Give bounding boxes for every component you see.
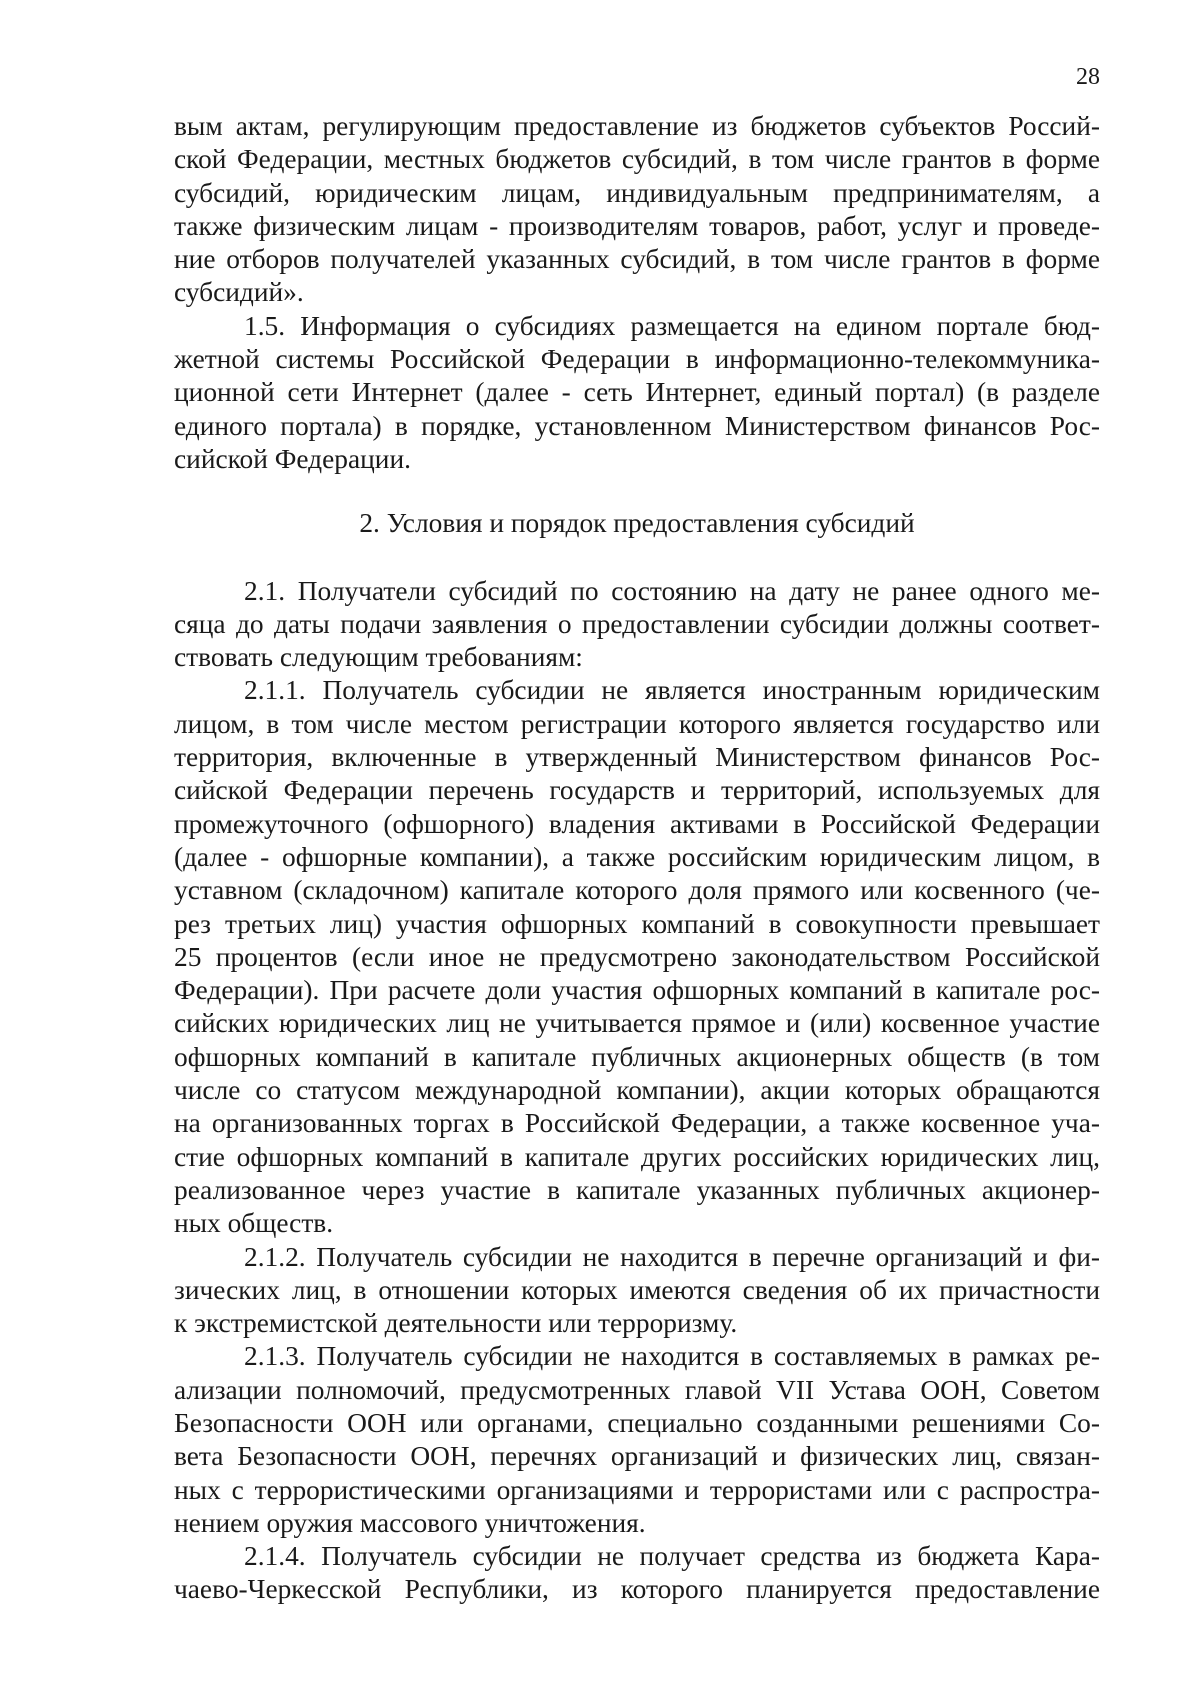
- text-line: сяца до даты подачи заявления о предоставлении субсидии должны соответ-: [174, 608, 1100, 639]
- page-number: 28: [1076, 64, 1100, 90]
- text-line: жетной системы Российской Федерации в информационно-телекоммуника-: [174, 344, 1100, 375]
- text-line: промежуточного (офшорного) владения активами в Российской Федерации: [174, 808, 1100, 839]
- paragraph-2-1-4: [174, 1540, 1100, 1607]
- text-line: сийской Федерации перечень государств и территорий, используемых для: [174, 775, 1100, 806]
- paragraph-1-5: [174, 310, 1100, 476]
- text-line: Безопасности ООН или органами, специально созданными решениями Со-: [174, 1407, 1100, 1438]
- text-line: 2.1.3. Получатель субсидии не находится в составляемых в рамках ре-: [244, 1341, 1100, 1372]
- text-line: 25 процентов (если иное не предусмотрено законодательством Российской: [174, 941, 1100, 972]
- paragraph-2-1-1: [174, 674, 1100, 1240]
- text-line: офшорных компаний в капитале публичных акционерных обществ (в том: [174, 1041, 1100, 1072]
- text-line: вым актам, регулирующим предоставление из бюджетов субъектов Россий-: [174, 111, 1100, 141]
- text-line: стие офшорных компаний в капитале других российских юридических лиц,: [174, 1141, 1100, 1172]
- text-line: 2.1.1. Получатель субсидии не является иностранным юридическим: [244, 675, 1100, 706]
- text-line: рез третьих лиц) участия офшорных компаний в совокупности превышает: [174, 908, 1100, 939]
- text-line: зических лиц, в отношении которых имеются сведения об их причастности: [174, 1274, 1100, 1305]
- text-line: 2.1. Получатели субсидий по состоянию на дату не ранее одного ме-: [244, 575, 1100, 606]
- text-line: ализации полномочий, предусмотренных главой VII Устава ООН, Советом: [174, 1374, 1100, 1405]
- text-line: вета Безопасности ООН, перечнях организаций и физических лиц, связан-: [174, 1441, 1100, 1472]
- text-line: ных с террористическими организациями и террористами или с распростра-: [174, 1474, 1100, 1505]
- text-line: чаево-Черкесской Республики, из которого планируется предоставление: [174, 1574, 1100, 1605]
- text-line: ных обществ.: [174, 1208, 334, 1239]
- paragraph-2-1-2: [174, 1241, 1100, 1341]
- text-line: на организованных торгах в Российской Федерации, а также косвенное уча-: [174, 1108, 1100, 1139]
- text-line: субсидий».: [174, 277, 304, 308]
- text-line: ционной сети Интернет (далее - сеть Интернет, единый портал) (в разделе: [174, 377, 1100, 408]
- document-body: [174, 110, 1100, 1607]
- text-line: числе со статусом международной компании), акции которых обращаются: [174, 1075, 1100, 1106]
- text-line: ние отборов получателей указанных субсидий, в том числе грантов в форме: [174, 244, 1100, 275]
- text-line: субсидий, юридическим лицам, индивидуальным предпринимателям, а: [174, 177, 1100, 208]
- text-line: сийских юридических лиц не учитывается прямое и (или) косвенное участие: [174, 1008, 1100, 1039]
- text-line: лицом, в том числе местом регистрации которого является государство или: [174, 708, 1100, 739]
- text-line: к экстремистской деятельности или терроризму.: [174, 1308, 738, 1339]
- text-line: 2.1.4. Получатель субсидии не получает средства из бюджета Кара-: [244, 1541, 1100, 1572]
- paragraph-2-1: [174, 575, 1100, 675]
- text-line: Федерации). При расчете доли участия офшорных компаний в капитале рос-: [174, 975, 1100, 1006]
- text-line: уставном (складочном) капитале которого доля прямого или косвенного (че-: [174, 875, 1100, 906]
- text-line: 2.1.2. Получатель субсидии не находится в перечне организаций и фи-: [244, 1241, 1100, 1272]
- text-line: также физическим лицам - производителям товаров, работ, услуг и проведе-: [174, 210, 1100, 241]
- paragraph-continuation: [174, 110, 1100, 310]
- section-heading: 2. Условия и порядок предоставления субсидий: [359, 508, 915, 539]
- text-line: (далее - офшорные компании), а также российским юридическим лицом, в: [174, 841, 1100, 872]
- paragraph-2-1-3: [174, 1340, 1100, 1540]
- text-line: сийской Федерации.: [174, 443, 411, 474]
- text-line: 1.5. Информация о субсидиях размещается на едином портале бюд-: [244, 310, 1100, 341]
- text-line: единого портала) в порядке, установленном Министерством финансов Рос-: [174, 410, 1100, 441]
- text-line: реализованное через участие в капитале указанных публичных акционер-: [174, 1174, 1100, 1205]
- text-line: ской Федерации, местных бюджетов субсидий, в том числе грантов в форме: [174, 144, 1100, 175]
- text-line: ствовать следующим требованиям:: [174, 642, 583, 673]
- text-line: территория, включенные в утвержденный Министерством финансов Рос-: [174, 742, 1100, 773]
- text-line: нением оружия массового уничтожения.: [174, 1507, 646, 1538]
